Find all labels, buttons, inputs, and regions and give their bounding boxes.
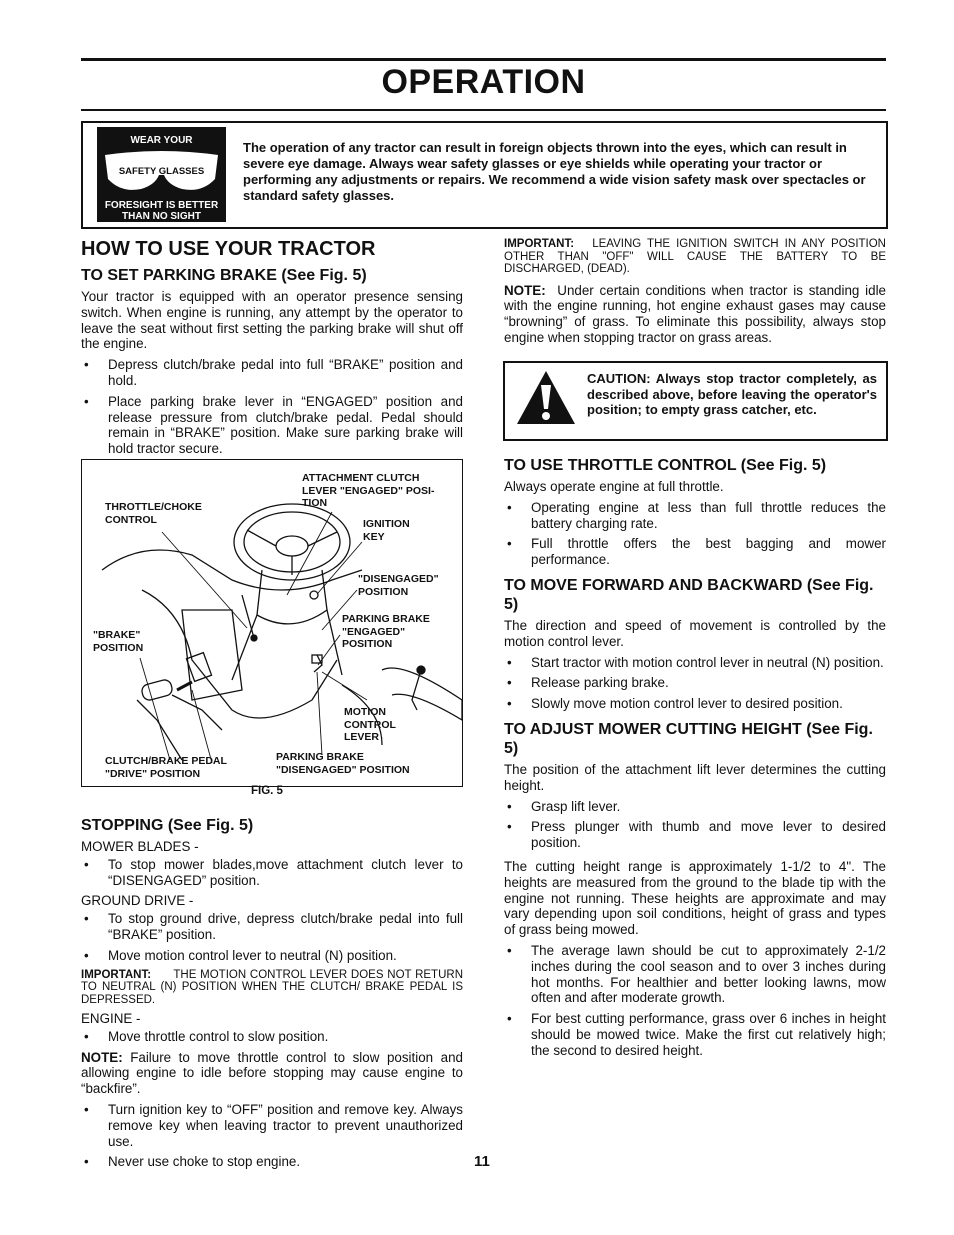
move-para: The direction and speed of movement is controlled by the motion control lever. <box>504 617 886 649</box>
list-item: • Move motion control lever to neutral (N) position. <box>81 948 463 964</box>
label-brake-position: "BRAKE" POSITION <box>93 629 144 654</box>
safety-glasses-icon <box>97 127 226 222</box>
list-item: • For best cutting performance, grass over 6 inches in height should be mowed twice. Make the first cut relatively high; the second to desired height. <box>504 1011 886 1058</box>
label-clutch-brake-pedal: CLUTCH/BRAKE PEDAL "DRIVE" POSITION <box>105 755 227 780</box>
note-text: Failure to move throttle control to slow position and allowing engine to idle before stopping may cause engine to “backfire”. <box>81 1049 463 1097</box>
list-item: • To stop ground drive, depress clutch/brake pedal into full “BRAKE” position. <box>81 911 463 943</box>
safety-warning-box <box>81 121 888 229</box>
top-rule <box>81 58 886 61</box>
throttle-heading: TO USE THROTTLE CONTROL (See Fig. 5) <box>504 457 827 474</box>
label-throttle-choke: THROTTLE/CHOKE CONTROL <box>105 501 202 526</box>
ground-drive-label: GROUND DRIVE - <box>81 893 194 909</box>
page-number: 11 <box>474 1153 490 1170</box>
parking-brake-para: Your tractor is equipped with an operator presence sensing switch. When engine is running, any attempt by the operator to leave the seat without first setting the parking brake will shut off the engine. <box>81 289 463 352</box>
warning-triangle-icon <box>515 369 577 427</box>
label-ignition-key: IGNITION KEY <box>363 518 410 543</box>
mower-blades-label: MOWER BLADES - <box>81 839 199 854</box>
parking-brake-heading: TO SET PARKING BRAKE (See Fig. 5) <box>81 267 367 284</box>
list-item: • Grasp lift lever. <box>504 799 886 815</box>
note-text: Under certain conditions when tractor is standing idle with the engine running, hot engine exhaust gases may cause “browning” of grass. To eliminate this possibility, always stop engine when stopping tractor on grass areas. <box>504 282 886 345</box>
engine-label: ENGINE - <box>81 1011 141 1027</box>
caution-box <box>503 361 888 441</box>
left-column-lower <box>81 816 463 1175</box>
label-motion-control: MOTION CONTROL LEVER <box>344 706 396 743</box>
important-text: THE MOTION CONTROL LEVER DOES NOT RETURN TO NEUTRAL (N) POSITION WHEN THE CLUTCH/ BRAKE PEDAL IS DEPRESSED. <box>81 968 463 1006</box>
list-item: • Slowly move motion control lever to desired position. <box>504 696 886 712</box>
list-item: • Start tractor with motion control lever in neutral (N) position. <box>504 655 886 671</box>
label-disengaged-position: "DISENGAGED" POSITION <box>358 573 439 598</box>
left-column-upper <box>81 238 463 462</box>
icon-bottom-text-1: FORESIGHT IS BETTER <box>104 200 219 211</box>
list-item: • Turn ignition key to “OFF” position and remove key. Always remove key when leaving tractor to prevent unauthorized use. <box>81 1102 463 1149</box>
list-item: • To stop mower blades,move attachment clutch lever to “DISENGAGED” position. <box>81 857 463 889</box>
move-heading: TO MOVE FORWARD AND BACKWARD (See Fig. 5) <box>504 576 874 613</box>
figure-caption: FIG. 5 <box>251 785 283 797</box>
list-item: • The average lawn should be cut to approximately 2-1/2 inches during the cool season and to over 3 inches during hot months. For healthier and better looking lawns, mow often and after moderate growth. <box>504 943 886 1006</box>
label-parking-disengaged: PARKING BRAKE "DISENGAGED" POSITION <box>276 751 410 776</box>
important-label: IMPORTANT: <box>504 238 575 250</box>
list-item: • Full throttle offers the best bagging and mower performance. <box>504 536 886 568</box>
cutting-height-para: The cutting height range is approximately 1-1/2 to 4". The heights are measured from the ground to the blade tip with the engine not running. These heights are approximate and may vary depending upon soil conditions, height of grass and types of grass being mowed. <box>504 858 886 938</box>
stopping-note <box>81 1050 463 1097</box>
stopping-important-note <box>81 969 463 1007</box>
list-item: • Press plunger with thumb and move lever to desired position. <box>504 819 886 851</box>
ignition-important-note <box>504 238 886 276</box>
list-item: • Release parking brake. <box>504 675 886 691</box>
note-label: NOTE: <box>81 1049 123 1065</box>
mower-height-para: The position of the attachment lift lever determines the cutting height. <box>504 761 886 793</box>
list-item: • Never use choke to stop engine. <box>81 1154 463 1170</box>
list-item: • Place parking brake lever in “ENGAGED” position and release pressure from clutch/brake pedal. Pedal should remain in “BRAKE” position. Make sure parking brake will hold tractor secure. <box>81 394 463 457</box>
note-label: NOTE: <box>504 282 546 298</box>
stopping-heading: STOPPING (See Fig. 5) <box>81 817 254 834</box>
list-item: • Depress clutch/brake pedal into full “BRAKE” position and hold. <box>81 357 463 389</box>
label-attachment-clutch: ATTACHMENT CLUTCH LEVER "ENGAGED" POSI- TION <box>302 472 435 509</box>
right-column-upper <box>504 238 886 351</box>
icon-mid-text: SAFETY GLASSES <box>118 166 205 177</box>
important-label: IMPORTANT: <box>81 968 152 981</box>
safety-warning-text: The operation of any tractor can result in foreign objects thrown into the eyes, which can result in severe eye damage. Always wear safety glasses or eye shields while operating your tractor or performing any adjustments or repairs. We recommend a wide vision safety mask over spectacles or standard safety glasses. <box>243 140 866 203</box>
important-text: LEAVING THE IGNITION SWITCH IN ANY POSITION OTHER THAN "OFF" WILL CAUSE THE BATTERY TO BE DISCHARGED, (DEAD). <box>504 238 886 275</box>
page-title: OPERATION <box>381 63 586 101</box>
mower-height-heading: TO ADJUST MOWER CUTTING HEIGHT (See Fig. 5) <box>504 720 873 757</box>
label-parking-engaged: PARKING BRAKE "ENGAGED" POSITION <box>342 613 430 650</box>
icon-bottom-text-2: THAN NO SIGHT <box>122 211 201 222</box>
list-item: • Move throttle control to slow position. <box>81 1029 463 1045</box>
figure-5 <box>81 459 463 787</box>
icon-top-text: WEAR YOUR <box>130 135 193 146</box>
right-column-lower <box>504 456 886 1064</box>
browning-note <box>504 283 886 346</box>
list-item: • Operating engine at less than full throttle reduces the battery charging rate. <box>504 500 886 532</box>
throttle-para: Always operate engine at full throttle. <box>504 479 724 494</box>
title-rule <box>81 109 886 111</box>
section-heading: HOW TO USE YOUR TRACTOR <box>81 238 376 260</box>
caution-text: CAUTION: Always stop tractor completely, as described above, before leaving the operator's position; to empty grass catcher, etc. <box>587 371 877 417</box>
